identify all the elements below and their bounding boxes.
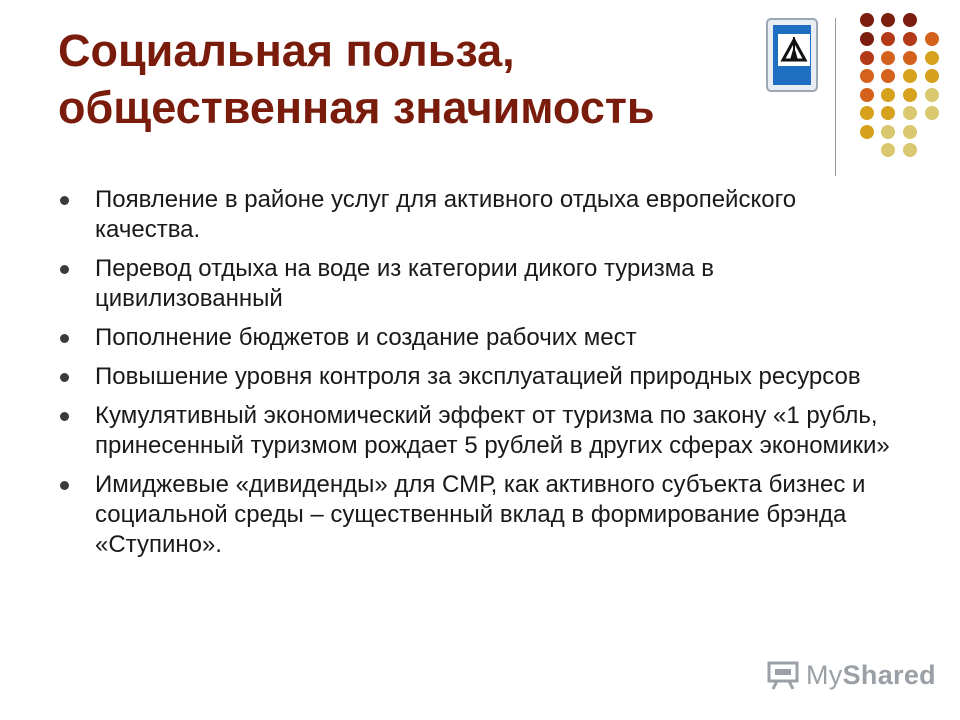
- decorative-dot: [860, 69, 874, 83]
- decorative-dot: [903, 69, 917, 83]
- decorative-dot: [860, 106, 874, 120]
- decorative-dot: [925, 106, 939, 120]
- bullet-text: Появление в районе услуг для активного отдыха европейского качества.: [95, 186, 797, 243]
- watermark-text-light: My: [806, 659, 843, 690]
- bullet-item: [60, 362, 890, 392]
- bullet-item: [60, 470, 890, 560]
- bullet-item: [60, 254, 890, 314]
- decorative-dot: [881, 125, 895, 139]
- bullet-text: Перевод отдыха на воде из категории дикого туризма в цивилизованный: [95, 255, 715, 312]
- decorative-dot: [881, 106, 895, 120]
- bullet-item: [60, 401, 890, 461]
- bullet-dot: [60, 334, 69, 343]
- decorative-dot: [903, 143, 917, 157]
- watermark: [766, 655, 936, 695]
- decorative-dot: [903, 32, 917, 46]
- bullet-dot: [60, 481, 69, 490]
- decorative-dot: [881, 51, 895, 65]
- bullet-dot: [60, 373, 69, 382]
- bullet-dot: [60, 412, 69, 421]
- decorative-dot: [881, 13, 895, 27]
- decorative-dot: [903, 51, 917, 65]
- bullet-item: [60, 185, 890, 245]
- decorative-dot: [903, 13, 917, 27]
- decorative-dot: [881, 69, 895, 83]
- decorative-dot: [903, 88, 917, 102]
- decorative-dot: [903, 106, 917, 120]
- decorative-dot: [925, 88, 939, 102]
- bullet-text: Имиджевые «дивиденды» для СМР, как активного субъекта бизнес и социальной среды – существенный вклад в формирование брэнда «Ступино».: [95, 471, 866, 558]
- decorative-dot: [925, 51, 939, 65]
- decorative-dot: [860, 88, 874, 102]
- watermark-text-bold: Shared: [842, 659, 936, 690]
- bullet-dot: [60, 265, 69, 274]
- decorative-dot: [881, 32, 895, 46]
- decorative-dot: [903, 125, 917, 139]
- decorative-dot: [860, 125, 874, 139]
- bullet-text: Повышение уровня контроля за эксплуатацией природных ресурсов: [95, 363, 861, 390]
- decorative-dot: [860, 32, 874, 46]
- watermark-text: [806, 660, 936, 691]
- decorative-dot: [925, 32, 939, 46]
- bullet-text: Пополнение бюджетов и создание рабочих мест: [95, 324, 637, 351]
- decorative-dot: [860, 51, 874, 65]
- decorative-dot: [860, 13, 874, 27]
- decorative-dot: [881, 143, 895, 157]
- presentation-board-icon: [766, 660, 800, 690]
- bullet-item: [60, 323, 890, 353]
- decorative-dot: [925, 69, 939, 83]
- bullet-list: [60, 185, 890, 569]
- bullet-text: Кумулятивный экономический эффект от туризма по закону «1 рубль, принесенный туризмом рождает 5 рублей в других сферах экономики»: [95, 402, 890, 459]
- bullet-dot: [60, 196, 69, 205]
- title-line-1: Социальная польза,: [58, 25, 515, 76]
- title-line-2: общественная значимость: [58, 82, 655, 133]
- decorative-dot-grid: [0, 0, 960, 200]
- decorative-dot: [881, 88, 895, 102]
